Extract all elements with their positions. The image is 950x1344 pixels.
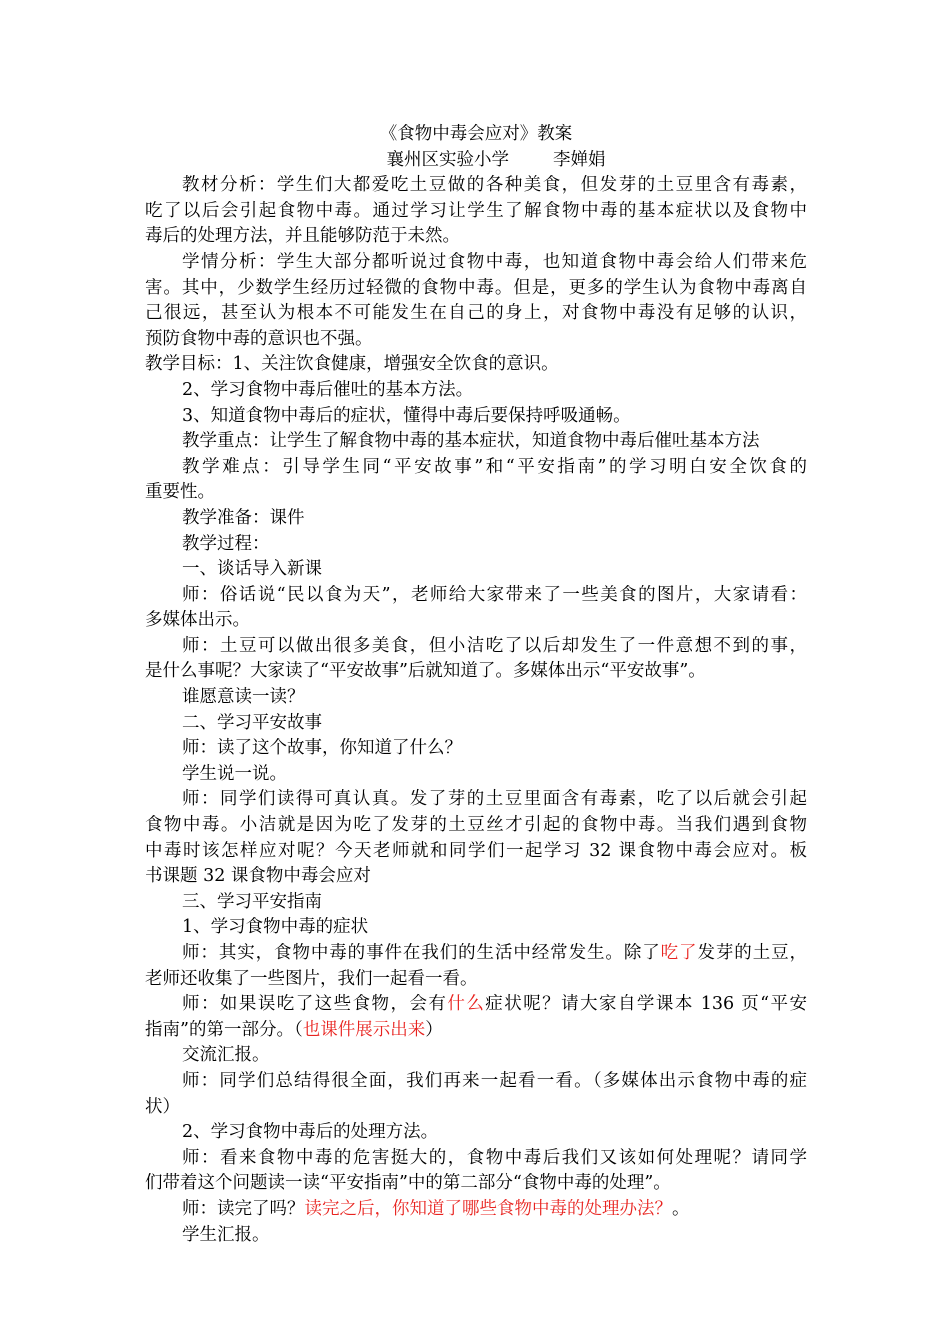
author-name: 李婵娟 xyxy=(553,149,606,170)
text-run: 。 xyxy=(672,1198,690,1219)
textbook-analysis-line-3: 毒后的处理方法，并且能够防范于未然。 xyxy=(145,226,460,247)
author-line xyxy=(145,148,807,174)
text-run: 师：如果误吃了这些食物，会有 xyxy=(182,994,448,1015)
text-run: 指南”的第一部分。（ xyxy=(145,1019,303,1040)
text-run: ） xyxy=(425,1019,443,1040)
section-3-para-6 xyxy=(145,1197,807,1223)
textbook-analysis-line-2: 吃了以后会引起食物中毒。通过学习让学生了解食物中毒的基本症状以及食物中 xyxy=(145,200,807,221)
section-3-heading: 三、学习平安指南 xyxy=(182,891,322,912)
section-2-para-line-2: 食物中毒。小洁就是因为吃了发芽的土豆丝才引起的食物中毒。当我们遇到食物 xyxy=(145,815,807,836)
highlighted-text: 吃了 xyxy=(660,943,698,963)
section-2-answer: 学生说一说。 xyxy=(182,763,287,784)
section-1-para-3: 谁愿意读一读？ xyxy=(182,687,305,708)
section-2-heading: 二、学习平安故事 xyxy=(182,712,322,733)
teaching-goal-2: 2、学习食物中毒后催吐的基本方法。 xyxy=(182,379,474,400)
teaching-difficulty-line-2: 重要性。 xyxy=(145,482,215,503)
school-name: 襄州区实验小学 xyxy=(386,149,509,170)
section-1-para-2-line-2: 是什么事呢？大家读了“平安故事”后就知道了。多媒体出示“平安故事”。 xyxy=(145,661,706,682)
section-2-para-line-4: 书课题 32 课食物中毒会应对 xyxy=(145,866,371,887)
text-run: 师：读完了吗？ xyxy=(182,1198,305,1219)
highlighted-text: 什么 xyxy=(447,994,486,1015)
teaching-goal-3: 3、知道食物中毒后的症状，懂得中毒后要保持呼吸通畅。 xyxy=(182,405,631,426)
subsection-2-heading: 2、学习食物中毒后的处理方法。 xyxy=(182,1122,439,1143)
section-3-para-7: 学生汇报。 xyxy=(182,1224,270,1245)
section-3-para-5-line-1: 师：看来食物中毒的危害挺大的，食物中毒后我们又该如何处理呢？请同学 xyxy=(182,1147,807,1168)
document-title xyxy=(145,122,807,148)
teaching-goal-1: 教学目标：1、关注饮食健康，增强安全饮食的意识。 xyxy=(145,354,559,375)
section-3-para-1-line-1 xyxy=(145,941,807,967)
text-run: 发芽的土豆， xyxy=(697,943,807,963)
student-analysis-line-2: 害。其中，少数学生经历过轻微的食物中毒。但是，更多的学生认为食物中毒离自 xyxy=(145,277,807,298)
section-1-para-2-line-1: 师：土豆可以做出很多美食，但小洁吃了以后却发生了一件意想不到的事， xyxy=(182,635,807,656)
section-1-para-1-line-2: 多媒体出示。 xyxy=(145,610,250,631)
text-run: 症状呢？请大家自学课本 136 页“平安 xyxy=(485,994,807,1015)
title-text: 《食物中毒会应对》教案 xyxy=(379,124,573,144)
highlighted-text: 也课件展示出来 xyxy=(302,1019,426,1040)
teaching-process-heading: 教学过程： xyxy=(182,533,270,554)
textbook-analysis-line-1: 教材分析：学生们大都爱吃土豆做的各种美食，但发芽的土豆里含有毒素， xyxy=(182,175,807,196)
section-3-para-2-line-2 xyxy=(145,1018,807,1044)
section-3-para-1-line-2: 老师还收集了一些图片，我们一起看一看。 xyxy=(145,968,478,989)
section-3-para-5-line-2: 们带着这个问题读一读“平安指南”中的第二部分“食物中毒的处理”。 xyxy=(145,1173,671,1194)
teaching-key-point: 教学重点：让学生了解食物中毒的基本症状，知道食物中毒后催吐基本方法 xyxy=(182,431,760,452)
section-1-heading: 一、谈话导入新课 xyxy=(182,559,322,580)
subsection-1-heading: 1、学习食物中毒的症状 xyxy=(182,917,369,938)
teaching-preparation: 教学准备：课件 xyxy=(182,507,305,528)
student-analysis-line-3: 己很远，甚至认为根本不可能发生在自己的身上，对食物中毒没有足够的认识， xyxy=(145,303,807,324)
section-1-para-1-line-1: 师：俗话说“民以食为天”，老师给大家带来了一些美食的图片，大家请看： xyxy=(182,584,807,605)
section-2-para-line-3: 中毒时该怎样应对呢？今天老师就和同学们一起学习 32 课食物中毒会应对。板 xyxy=(145,840,807,861)
section-2-question: 师：读了这个故事，你知道了什么？ xyxy=(182,738,462,759)
section-3-para-2-line-1 xyxy=(145,992,807,1018)
text-run: 师：其实，食物中毒的事件在我们的生活中经常发生。除了 xyxy=(182,943,661,963)
highlighted-text: 读完之后，你知道了哪些食物中毒的处理办法？ xyxy=(304,1198,672,1219)
section-3-para-4-line-2: 状） xyxy=(145,1096,180,1117)
teaching-difficulty-line-1: 教学难点：引导学生同“平安故事”和“平安指南”的学习明白安全饮食的 xyxy=(182,456,807,477)
section-3-para-4-line-1: 师：同学们总结得很全面，我们再来一起看一看。（多媒体出示食物中毒的症 xyxy=(182,1070,807,1091)
student-analysis-line-4: 预防食物中毒的意识也不强。 xyxy=(145,328,373,349)
student-analysis-line-1: 学情分析：学生大部分都听说过食物中毒，也知道食物中毒会给人们带来危 xyxy=(182,251,807,272)
section-3-para-3: 交流汇报。 xyxy=(182,1045,270,1066)
lesson-plan-body xyxy=(145,122,807,1248)
section-2-para-line-1: 师：同学们读得可真认真。发了芽的土豆里面含有毒素，吃了以后就会引起 xyxy=(182,789,807,810)
